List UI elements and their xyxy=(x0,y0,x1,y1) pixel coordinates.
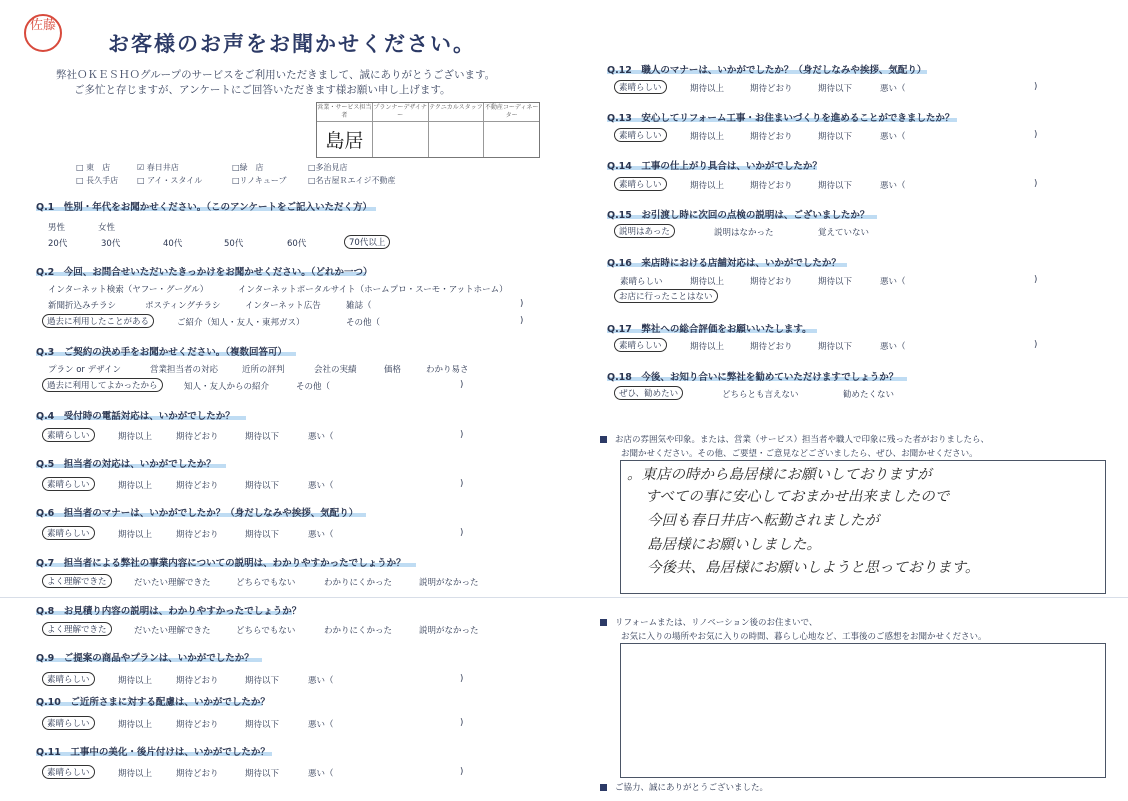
question-10: Q.10 ご近所さまに対する配慮は、いかがでしたか？ xyxy=(36,697,270,708)
bullet-square-icon xyxy=(600,436,607,443)
option-explained-selected[interactable]: 説明はあった xyxy=(614,224,675,238)
rating-above[interactable]: 期待以上 xyxy=(690,277,725,287)
option-referral[interactable]: ご紹介（知人・友人・東邦ガス） xyxy=(177,318,305,328)
option-clarity[interactable]: わかり易さ xyxy=(426,365,469,375)
handwritten-line: 今後共、島居様にお願いしようと思っております。 xyxy=(647,560,980,576)
option-internet-ad[interactable]: インターネット広告 xyxy=(245,301,321,311)
option-track-record[interactable]: 会社の実績 xyxy=(314,365,357,375)
rating-above[interactable]: 期待以上 xyxy=(118,530,153,540)
rating-below[interactable]: 期待以下 xyxy=(818,181,853,191)
store-checkbox[interactable]: □緑 店 xyxy=(232,163,264,172)
question-5: Q.5 担当者の対応は、いかがでしたか？ xyxy=(36,459,216,470)
understand-neutral[interactable]: どちらでもない xyxy=(236,578,296,588)
rating-as-expected[interactable]: 期待どおり xyxy=(750,342,793,352)
staff-handwritten-name: 島居 xyxy=(325,130,364,152)
rating-as-expected[interactable]: 期待どおり xyxy=(176,481,219,491)
rating-above[interactable]: 期待以上 xyxy=(118,676,153,686)
option-plan-design[interactable]: プラン or デザイン xyxy=(48,365,122,375)
option-friend-referral[interactable]: 知人・友人からの紹介 xyxy=(184,382,270,392)
rating-excellent-selected[interactable]: 素晴らしい xyxy=(42,526,95,540)
paren-close: ) xyxy=(460,380,464,390)
question-1: Q.1 性別・年代をお聞かせください。（このアンケートをご記入いただく方） xyxy=(36,202,372,213)
option-age[interactable]: 50代 xyxy=(224,239,244,249)
question-12: Q.12 職人のマナーは、いかがでしたか？（身だしなみや挨拶、気配り） xyxy=(607,65,927,76)
staff-cell-planner xyxy=(373,103,429,157)
rating-below[interactable]: 期待以下 xyxy=(245,720,280,730)
rating-excellent-selected[interactable]: 素晴らしい xyxy=(42,477,95,491)
understand-hard[interactable]: わかりにくかった xyxy=(324,626,393,636)
paren-close: ) xyxy=(1034,275,1038,285)
comment1-prompt-line1 xyxy=(600,433,989,445)
option-other[interactable]: その他（ xyxy=(296,382,331,392)
rating-below[interactable]: 期待以下 xyxy=(245,769,280,779)
understand-neutral[interactable]: どちらでもない xyxy=(236,626,296,636)
option-past-good-selected[interactable]: 過去に利用してよかったから xyxy=(42,378,163,392)
handwritten-line: すべての事に安心しておまかせ出来ましたので xyxy=(645,489,950,505)
comment1-prompt-line2: お聞かせください。その他、ご要望・ご意見などございましたら、ぜひ、お聞かせください。 xyxy=(621,449,978,459)
question-9: Q.9 ご提案の商品やプランは、いかがでしたか？ xyxy=(36,653,254,664)
option-price[interactable]: 価格 xyxy=(384,365,402,375)
option-posting-flyer[interactable]: ポスティングチラシ xyxy=(145,301,221,311)
staff-header: テクニカルスタッフ xyxy=(429,103,484,122)
question-16: Q.16 来店時における店舗対応は、いかがでしたか？ xyxy=(607,258,841,269)
bullet-square-icon xyxy=(600,784,607,791)
store-checkbox[interactable]: □ 東 店 xyxy=(76,163,111,172)
option-female[interactable]: 女性 xyxy=(98,223,116,233)
rating-above[interactable]: 期待以上 xyxy=(690,181,725,191)
option-magazine[interactable]: 雑誌（ xyxy=(346,301,372,311)
rating-as-expected[interactable]: 期待どおり xyxy=(176,720,219,730)
rating-below[interactable]: 期待以下 xyxy=(245,481,280,491)
option-recommend-selected[interactable]: ぜひ、勧めたい xyxy=(614,386,683,400)
footer-thanks xyxy=(600,781,768,793)
rating-bad[interactable]: 悪い（ xyxy=(880,84,906,94)
paren-close: ) xyxy=(520,299,524,309)
option-age[interactable]: 40代 xyxy=(163,239,183,249)
paren-close: ) xyxy=(460,528,464,538)
rating-as-expected[interactable]: 期待どおり xyxy=(176,676,219,686)
comment1-textarea[interactable] xyxy=(620,460,1106,594)
rating-below[interactable]: 期待以下 xyxy=(245,432,280,442)
question-13: Q.13 安心してリフォーム工事・お住まいづくりを進めることができましたか？ xyxy=(607,113,955,124)
rating-above[interactable]: 期待以上 xyxy=(118,720,153,730)
option-never-visited-selected[interactable]: お店に行ったことはない xyxy=(614,289,718,303)
rating-bad[interactable]: 悪い（ xyxy=(880,277,906,287)
rating-above[interactable]: 期待以上 xyxy=(690,342,725,352)
paren-close: ) xyxy=(460,767,464,777)
rating-above[interactable]: 期待以上 xyxy=(690,132,725,142)
comment2-textarea[interactable] xyxy=(620,643,1106,778)
staff-cell-realestate xyxy=(484,103,539,157)
question-2: Q.2 今回、お問合せいただいたきっかけをお聞かせください。（どれか一つ） xyxy=(36,267,373,278)
handwritten-line: 島居様にお願いしました。 xyxy=(647,537,821,553)
rating-excellent-selected[interactable]: 素晴らしい xyxy=(42,428,95,442)
comment2-prompt-text: リフォームまたは、リノベーション後のお住まいで、 xyxy=(615,618,818,628)
rating-excellent[interactable]: 素晴らしい xyxy=(620,277,663,287)
option-not-explained[interactable]: 説明はなかった xyxy=(714,228,774,238)
understand-hard[interactable]: わかりにくかった xyxy=(324,578,393,588)
rating-bad[interactable]: 悪い（ xyxy=(308,720,334,730)
understand-mostly[interactable]: だいたい理解できた xyxy=(134,578,211,588)
handwritten-line: 今回も春日井店へ転勤されましたが xyxy=(647,513,879,529)
understand-mostly[interactable]: だいたい理解できた xyxy=(134,626,211,636)
rating-excellent-selected[interactable]: 素晴らしい xyxy=(614,177,667,191)
paren-close: ) xyxy=(460,718,464,728)
store-checkbox[interactable]: □ アイ・スタイル xyxy=(137,176,203,185)
store-checkbox[interactable]: □リノキューブ xyxy=(232,176,287,185)
option-dont-remember[interactable]: 覚えていない xyxy=(818,228,870,238)
rating-as-expected[interactable]: 期待どおり xyxy=(750,181,793,191)
rating-above[interactable]: 期待以上 xyxy=(118,769,153,779)
rating-bad[interactable]: 悪い（ xyxy=(880,181,906,191)
paren-close: ) xyxy=(1034,82,1038,92)
rating-as-expected[interactable]: 期待どおり xyxy=(750,84,793,94)
comment2-prompt-line1 xyxy=(600,616,817,628)
rating-below[interactable]: 期待以下 xyxy=(818,132,853,142)
understand-none[interactable]: 説明がなかった xyxy=(419,626,479,636)
bullet-square-icon xyxy=(600,619,607,626)
intro-line-2: ご多忙と存じますが、アンケートにご回答いただきます様お願い申し上げます。 xyxy=(74,84,451,96)
paren-close: ) xyxy=(520,316,524,326)
rating-excellent-selected[interactable]: 素晴らしい xyxy=(614,128,667,142)
rating-below[interactable]: 期待以下 xyxy=(245,530,280,540)
rating-bad[interactable]: 悪い（ xyxy=(308,481,334,491)
rating-excellent-selected[interactable]: 素晴らしい xyxy=(42,672,95,686)
option-age[interactable]: 20代 xyxy=(48,239,68,249)
handwritten-line: 。東店の時から島居様にお願いしておりますが xyxy=(627,467,932,483)
rating-as-expected[interactable]: 期待どおり xyxy=(176,769,219,779)
rating-above[interactable]: 期待以上 xyxy=(118,481,153,491)
paren-close: ) xyxy=(460,674,464,684)
staff-box xyxy=(316,102,540,158)
option-age[interactable]: 60代 xyxy=(287,239,307,249)
option-past-use-selected[interactable]: 過去に利用したことがある xyxy=(42,314,154,328)
rating-excellent-selected[interactable]: 素晴らしい xyxy=(614,338,667,352)
question-17: Q.17 弊社への総合評価をお願いいたします。 xyxy=(607,324,812,335)
rating-below[interactable]: 期待以下 xyxy=(818,277,853,287)
question-18: Q.18 今後、お知り合いに弊社を勧めていただけますでしょうか？ xyxy=(607,372,899,383)
paren-close: ) xyxy=(460,430,464,440)
question-4: Q.4 受付時の電話対応は、いかがでしたか？ xyxy=(36,411,235,422)
rating-as-expected[interactable]: 期待どおり xyxy=(176,432,219,442)
question-11: Q.11 工事中の美化・後片付けは、いかがでしたか？ xyxy=(36,747,270,758)
rating-bad[interactable]: 悪い（ xyxy=(880,132,906,142)
option-neutral[interactable]: どちらとも言えない xyxy=(722,390,799,400)
option-portal-site[interactable]: インターネットポータルサイト（ホームプロ・スーモ・アットホーム） xyxy=(238,285,508,295)
question-15: Q.15 お引渡し時に次回の点検の説明は、ございましたか？ xyxy=(607,210,870,221)
paren-close: ) xyxy=(1034,130,1038,140)
rating-as-expected[interactable]: 期待どおり xyxy=(750,132,793,142)
staff-header: 営業・サービス担当者 xyxy=(317,103,372,122)
survey-title: お客様のお声をお聞かせください。 xyxy=(108,32,476,56)
option-male[interactable]: 男性 xyxy=(48,223,66,233)
store-checkbox[interactable]: □名古屋Ｒエイジ不動産 xyxy=(308,176,396,185)
option-other[interactable]: その他（ xyxy=(346,318,381,328)
name-stamp: 佐藤 xyxy=(24,14,62,52)
rating-below[interactable]: 期待以下 xyxy=(245,676,280,686)
paren-close: ) xyxy=(460,479,464,489)
rating-excellent-selected[interactable]: 素晴らしい xyxy=(42,765,95,779)
staff-cell-technical xyxy=(429,103,485,157)
rating-bad[interactable]: 悪い（ xyxy=(308,769,334,779)
question-8: Q.8 お見積り内容の説明は、わかりやすかったでしょうか？ xyxy=(36,606,302,617)
question-3: Q.3 ご契約の決め手をお聞かせください。（複数回答可） xyxy=(36,347,288,358)
option-not-recommend[interactable]: 勧めたくない xyxy=(843,390,895,400)
rating-excellent-selected[interactable]: 素晴らしい xyxy=(42,716,95,730)
paren-close: ) xyxy=(1034,340,1038,350)
rating-below[interactable]: 期待以下 xyxy=(818,84,853,94)
rating-above[interactable]: 期待以上 xyxy=(118,432,153,442)
rating-bad[interactable]: 悪い（ xyxy=(308,676,334,686)
intro-line-1: 弊社ＯＫＥＳＨＯグループのサービスをご利用いただきまして、誠にありがとうございます。 xyxy=(56,69,496,81)
rating-bad[interactable]: 悪い（ xyxy=(308,432,334,442)
rating-bad[interactable]: 悪い（ xyxy=(880,342,906,352)
comment1-prompt-text: お店の雰囲気や印象。または、営業（サービス）担当者や職人で印象に残った者がおりましたら、 xyxy=(615,435,990,445)
option-age-selected[interactable]: 70代以上 xyxy=(344,235,390,249)
staff-header: 不動産コーディネーター xyxy=(484,103,539,122)
option-reputation[interactable]: 近所の評判 xyxy=(242,365,285,375)
rating-above[interactable]: 期待以上 xyxy=(690,84,725,94)
rating-below[interactable]: 期待以下 xyxy=(818,342,853,352)
staff-header: プランナーデザイナー xyxy=(373,103,428,122)
question-14: Q.14 工事の仕上がり具合は、いかがでしたか？ xyxy=(607,161,822,172)
comment2-prompt-line2: お気に入りの場所やお気に入りの時間、暮らし心地など、工事後のご感想をお聞かせください。 xyxy=(621,632,987,642)
question-6: Q.6 担当者のマナーは、いかがでしたか？（身だしなみや挨拶、気配り） xyxy=(36,508,359,519)
scan-divider xyxy=(0,597,1128,598)
option-newspaper-flyer[interactable]: 新聞折込みチラシ xyxy=(48,301,117,311)
store-checkbox[interactable]: □多治見店 xyxy=(308,163,348,172)
option-sales-response[interactable]: 営業担当者の対応 xyxy=(150,365,219,375)
option-internet-search[interactable]: インターネット検索（ヤフー・グーグル） xyxy=(48,285,209,295)
paren-close: ) xyxy=(1034,179,1038,189)
understand-well-selected[interactable]: よく理解できた xyxy=(42,574,112,588)
option-age[interactable]: 30代 xyxy=(101,239,121,249)
rating-excellent-selected[interactable]: 素晴らしい xyxy=(614,80,667,94)
store-checkbox[interactable]: ☑ 春日井店 xyxy=(137,163,179,172)
footer-text: ご協力、誠にありがとうございました。 xyxy=(615,783,769,793)
understand-none[interactable]: 説明がなかった xyxy=(419,578,479,588)
staff-cell-sales xyxy=(317,103,373,157)
question-7: Q.7 担当者による弊社の事業内容についての説明は、わかりやすかったでしょうか？ xyxy=(36,558,406,569)
rating-as-expected[interactable]: 期待どおり xyxy=(176,530,219,540)
rating-as-expected[interactable]: 期待どおり xyxy=(750,277,793,287)
rating-bad[interactable]: 悪い（ xyxy=(308,530,334,540)
understand-well-selected[interactable]: よく理解できた xyxy=(42,622,112,636)
store-checkbox[interactable]: □ 長久手店 xyxy=(76,176,119,185)
